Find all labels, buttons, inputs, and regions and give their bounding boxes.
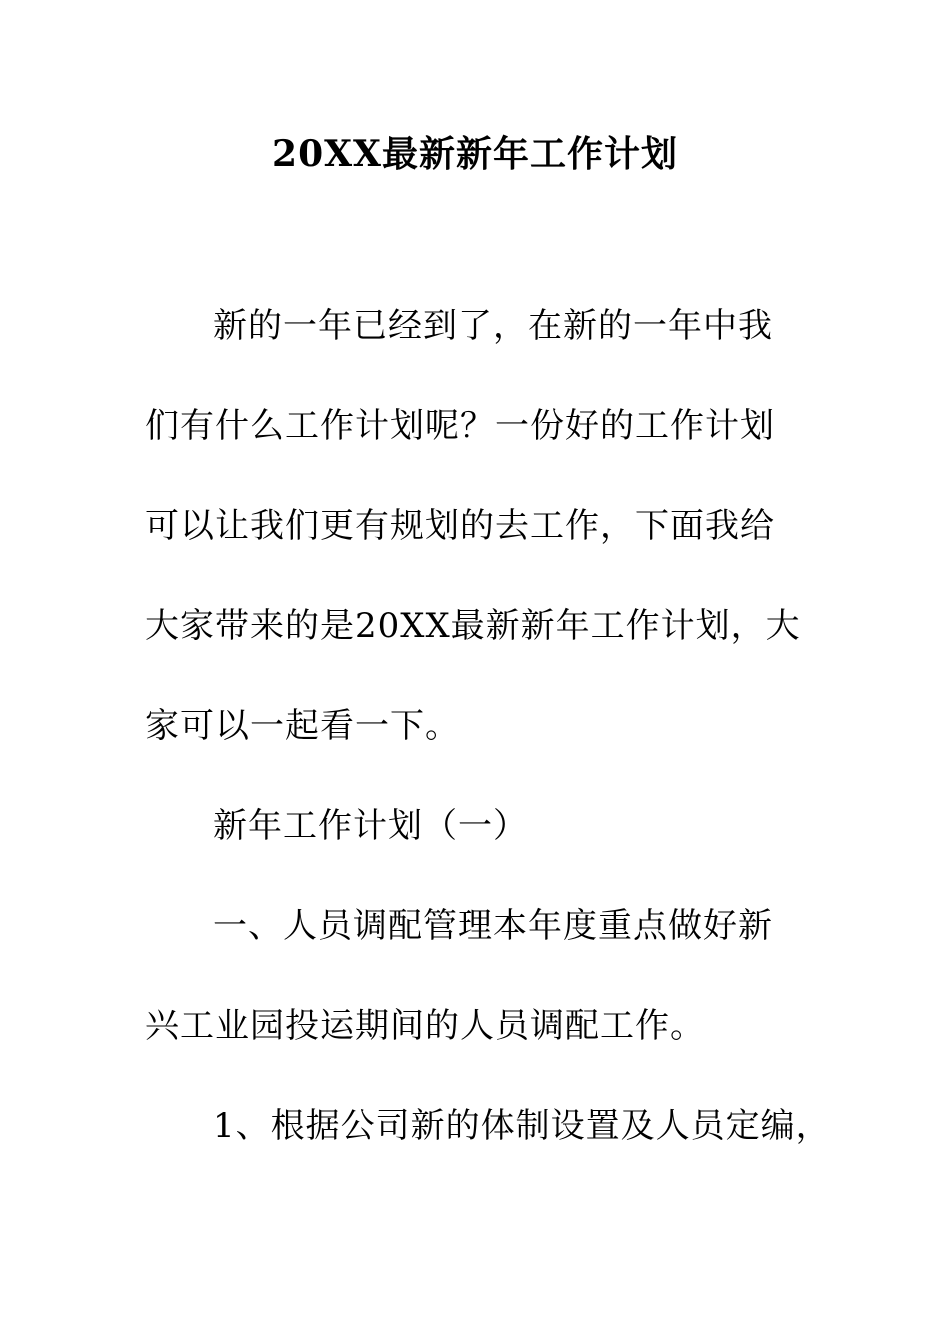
paragraph-line: 们有什么工作计划呢？一份好的工作计划 — [145, 406, 775, 446]
document-title: 20XX最新新年工作计划 — [272, 133, 678, 175]
paragraph-line: 1、根据公司新的体制设置及人员定编， — [213, 1106, 831, 1146]
paragraph-line: 可以让我们更有规划的去工作，下面我给 — [145, 506, 775, 546]
section-heading: 新年工作计划（一） — [213, 806, 528, 846]
paragraph-line: 兴工业园投运期间的人员调配工作。 — [145, 1006, 705, 1046]
paragraph-line: 一、人员调配管理本年度重点做好新 — [213, 906, 773, 946]
paragraph-line: 新的一年已经到了，在新的一年中我 — [213, 306, 773, 346]
paragraph-line: 家可以一起看一下。 — [145, 706, 460, 746]
paragraph-line: 大家带来的是20XX最新新年工作计划，大 — [145, 606, 801, 646]
